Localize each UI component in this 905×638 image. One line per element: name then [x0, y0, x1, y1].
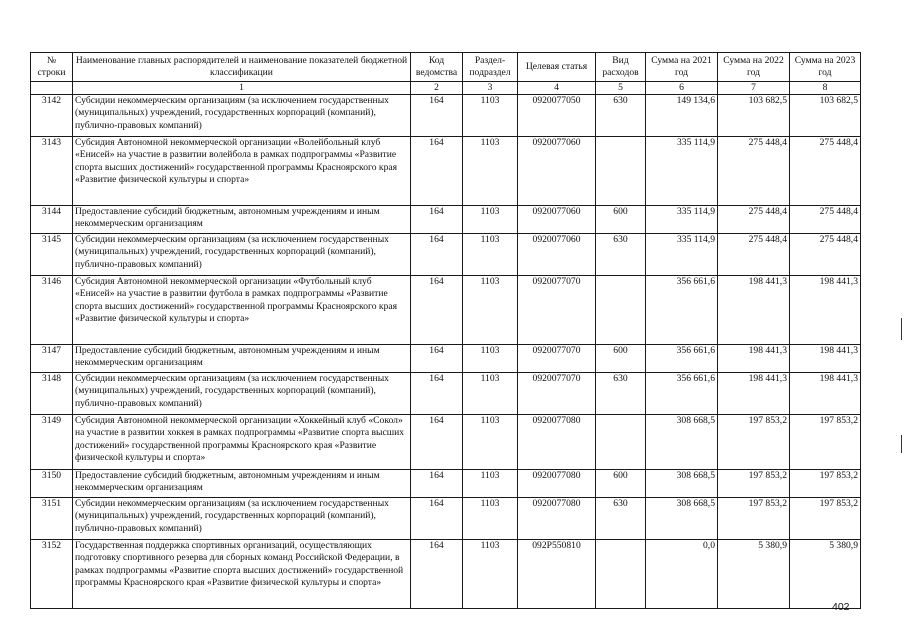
- row-sum-2021: 335 114,9: [646, 234, 718, 276]
- row-number: 3145: [31, 234, 73, 276]
- row-sum-2021: 0,0: [646, 540, 718, 609]
- row-sum-2023: 198 441,3: [790, 276, 861, 345]
- row-section: 1103: [463, 415, 518, 470]
- row-sum-2022: 275 448,4: [718, 206, 790, 234]
- row-sum-2021: 308 668,5: [646, 498, 718, 540]
- row-department-code: 164: [411, 540, 463, 609]
- row-name: Государственная поддержка спортивных организаций, осуществляющих подготовку спортивного резерва для сборных команд Российской Федерации, в рамках подпрограммы «Развитие спорта высших достижений» государственной программы Красноярского края «Развитие физической культуры и спорта»: [73, 540, 411, 609]
- row-expense-kind: 600: [596, 206, 646, 234]
- row-number: 3146: [31, 276, 73, 345]
- row-target-article: 0920077080: [518, 415, 596, 470]
- row-sum-2022: 198 441,3: [718, 373, 790, 415]
- column-number-row: [31, 82, 861, 95]
- table-row: [31, 137, 861, 206]
- column-number: 3: [463, 82, 518, 95]
- table-row: [31, 206, 861, 234]
- row-section: 1103: [463, 95, 518, 137]
- row-section: 1103: [463, 540, 518, 609]
- budget-table: [30, 52, 861, 609]
- row-sum-2022: 5 380,9: [718, 540, 790, 609]
- column-number: 2: [411, 82, 463, 95]
- row-sum-2023: 275 448,4: [790, 137, 861, 206]
- row-expense-kind: 630: [596, 234, 646, 276]
- row-section: 1103: [463, 137, 518, 206]
- row-expense-kind: [596, 276, 646, 345]
- row-number: 3151: [31, 498, 73, 540]
- header-sum-2022: Сумма на 2022 год: [718, 53, 790, 82]
- row-target-article: 0920077060: [518, 137, 596, 206]
- row-sum-2023: 275 448,4: [790, 206, 861, 234]
- row-department-code: 164: [411, 415, 463, 470]
- row-expense-kind: 630: [596, 498, 646, 540]
- row-target-article: 0920077070: [518, 345, 596, 373]
- row-number: 3150: [31, 470, 73, 498]
- column-number: 1: [73, 82, 411, 95]
- row-number: 3144: [31, 206, 73, 234]
- column-number: 6: [646, 82, 718, 95]
- row-name: Предоставление субсидий бюджетным, автономным учреждениям и иным некоммерческим организациям: [73, 345, 411, 373]
- table-row: [31, 498, 861, 540]
- row-sum-2022: 197 853,2: [718, 498, 790, 540]
- table-row: [31, 345, 861, 373]
- row-section: 1103: [463, 498, 518, 540]
- row-expense-kind: 600: [596, 345, 646, 373]
- row-sum-2023: 5 380,9: [790, 540, 861, 609]
- header-sum-2021: Сумма на 2021 год: [646, 53, 718, 82]
- row-target-article: 0920077070: [518, 276, 596, 345]
- row-sum-2021: 149 134,6: [646, 95, 718, 137]
- row-section: 1103: [463, 276, 518, 345]
- row-target-article: 0920077060: [518, 206, 596, 234]
- row-sum-2023: 197 853,2: [790, 470, 861, 498]
- row-expense-kind: [596, 415, 646, 470]
- header-sum-2023: Сумма на 2023 год: [790, 53, 861, 82]
- row-target-article: 092Р550810: [518, 540, 596, 609]
- column-number: 5: [596, 82, 646, 95]
- row-target-article: 0920077080: [518, 470, 596, 498]
- header-department-code: Код ведомства: [411, 53, 463, 82]
- row-expense-kind: [596, 137, 646, 206]
- row-section: 1103: [463, 470, 518, 498]
- row-sum-2022: 197 853,2: [718, 415, 790, 470]
- table-body: [31, 95, 861, 609]
- row-sum-2021: 356 661,6: [646, 276, 718, 345]
- column-number: 7: [718, 82, 790, 95]
- row-number: 3147: [31, 345, 73, 373]
- row-name: Субсидия Автономной некоммерческой организации «Футбольный клуб «Енисей» на участие в развитии футбола в рамках подпрограммы «Развитие спорта высших достижений» государственной программы Красноярского края «Развитие физической культуры и спорта»: [73, 276, 411, 345]
- row-number: 3143: [31, 137, 73, 206]
- header-target-article: Целевая статья: [518, 53, 596, 82]
- header-row-number: № строки: [31, 53, 73, 82]
- row-name: Предоставление субсидий бюджетным, автономным учреждениям и иным некоммерческим организациям: [73, 470, 411, 498]
- row-name: Субсидии некоммерческим организациям (за исключением государственных (муниципальных) учреждений, государственных корпораций (компаний), публично-правовых компаний): [73, 498, 411, 540]
- row-sum-2021: 356 661,6: [646, 373, 718, 415]
- table-row: [31, 234, 861, 276]
- row-section: 1103: [463, 206, 518, 234]
- row-target-article: 0920077060: [518, 234, 596, 276]
- row-section: 1103: [463, 234, 518, 276]
- row-sum-2022: 198 441,3: [718, 276, 790, 345]
- row-sum-2021: 308 668,5: [646, 415, 718, 470]
- row-department-code: 164: [411, 206, 463, 234]
- row-sum-2022: 197 853,2: [718, 470, 790, 498]
- row-sum-2023: 275 448,4: [790, 234, 861, 276]
- row-department-code: 164: [411, 95, 463, 137]
- table-row: [31, 95, 861, 137]
- row-expense-kind: [596, 540, 646, 609]
- row-name: Субсидии некоммерческим организациям (за исключением государственных (муниципальных) учреждений, государственных корпораций (компаний), публично-правовых компаний): [73, 373, 411, 415]
- row-department-code: 164: [411, 276, 463, 345]
- row-department-code: 164: [411, 373, 463, 415]
- header-section: Раздел-подраздел: [463, 53, 518, 82]
- row-target-article: 0920077050: [518, 95, 596, 137]
- row-number: 3148: [31, 373, 73, 415]
- table-row: [31, 540, 861, 609]
- table-row: [31, 415, 861, 470]
- row-target-article: 0920077080: [518, 498, 596, 540]
- row-name: Субсидия Автономной некоммерческой организации «Хоккейный клуб «Сокол» на участие в развитии хоккея в рамках подпрограммы «Развитие спорта высших достижений» государственной программы Красноярского края «Развитие физической культуры и спорта»: [73, 415, 411, 470]
- row-department-code: 164: [411, 498, 463, 540]
- row-department-code: 164: [411, 470, 463, 498]
- column-number: 8: [790, 82, 861, 95]
- row-name: Субсидия Автономной некоммерческой организации «Волейбольный клуб «Енисей» на участие в развитии волейбола в рамках подпрограммы «Развитие спорта высших достижений» государственной программы Красноярского края «Развитие физической культуры и спорта»: [73, 137, 411, 206]
- row-sum-2023: 198 441,3: [790, 373, 861, 415]
- row-name: Субсидии некоммерческим организациям (за исключением государственных (муниципальных) учреждений, государственных корпораций (компаний), публично-правовых компаний): [73, 234, 411, 276]
- row-sum-2021: 308 668,5: [646, 470, 718, 498]
- table-row: [31, 276, 861, 345]
- row-section: 1103: [463, 345, 518, 373]
- header-name: Наименование главных распорядителей и наименование показателей бюджетной классификации: [73, 53, 411, 82]
- row-expense-kind: 630: [596, 95, 646, 137]
- scan-artifact-mark: [901, 318, 902, 340]
- row-number: 3149: [31, 415, 73, 470]
- row-department-code: 164: [411, 345, 463, 373]
- scan-artifact-mark: [901, 435, 902, 453]
- row-sum-2022: 275 448,4: [718, 137, 790, 206]
- header-expense-kind: Вид расходов: [596, 53, 646, 82]
- row-sum-2022: 103 682,5: [718, 95, 790, 137]
- row-number: 3152: [31, 540, 73, 609]
- row-sum-2023: 197 853,2: [790, 415, 861, 470]
- row-expense-kind: 600: [596, 470, 646, 498]
- row-sum-2022: 198 441,3: [718, 345, 790, 373]
- table-header-row: [31, 53, 861, 82]
- row-name: Субсидии некоммерческим организациям (за исключением государственных (муниципальных) учреждений, государственных корпораций (компаний), публично-правовых компаний): [73, 95, 411, 137]
- row-department-code: 164: [411, 137, 463, 206]
- row-sum-2023: 197 853,2: [790, 498, 861, 540]
- row-sum-2021: 335 114,9: [646, 137, 718, 206]
- column-number: 4: [518, 82, 596, 95]
- row-name: Предоставление субсидий бюджетным, автономным учреждениям и иным некоммерческим организациям: [73, 206, 411, 234]
- row-sum-2023: 198 441,3: [790, 345, 861, 373]
- row-expense-kind: 630: [596, 373, 646, 415]
- row-sum-2023: 103 682,5: [790, 95, 861, 137]
- row-target-article: 0920077070: [518, 373, 596, 415]
- row-department-code: 164: [411, 234, 463, 276]
- row-number: 3142: [31, 95, 73, 137]
- row-section: 1103: [463, 373, 518, 415]
- row-sum-2022: 275 448,4: [718, 234, 790, 276]
- table-row: [31, 470, 861, 498]
- column-number: [31, 82, 73, 95]
- page-number: 402: [832, 601, 850, 613]
- row-sum-2021: 356 661,6: [646, 345, 718, 373]
- row-sum-2021: 335 114,9: [646, 206, 718, 234]
- table-row: [31, 373, 861, 415]
